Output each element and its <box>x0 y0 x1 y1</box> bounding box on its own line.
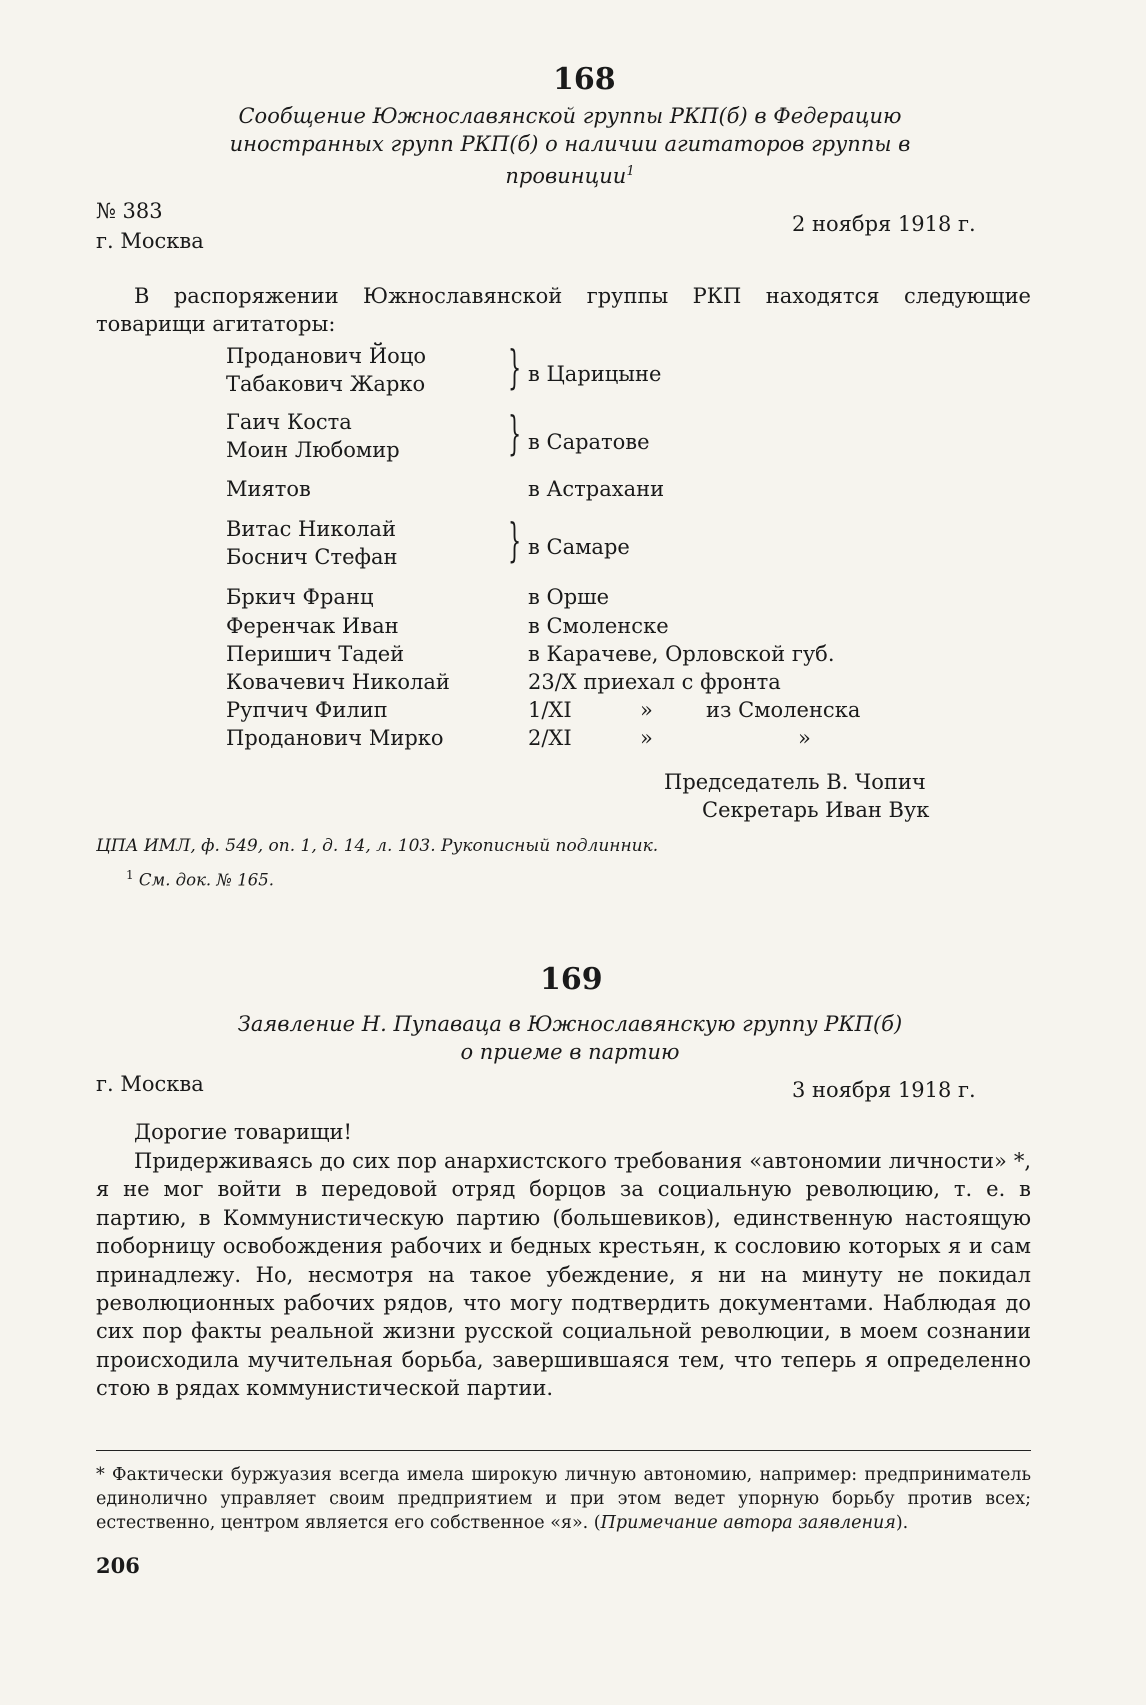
doc-168-footnote-mark: 1 <box>126 868 134 882</box>
agitator-name: Миятов <box>226 477 311 501</box>
agitator-location: 1/XI <box>528 698 572 722</box>
agitator-location: в Царицыне <box>528 362 662 386</box>
doc-169-greeting: Дорогие товарищи! <box>134 1120 352 1144</box>
ditto-mark: » <box>798 726 811 750</box>
agitator-location: в Самаре <box>528 535 630 559</box>
brace-icon: } <box>508 406 522 460</box>
ditto-mark: » <box>640 726 653 750</box>
doc-168-number: 168 <box>553 62 616 97</box>
agitator-location: в Карачеве, Орловской губ. <box>528 642 835 666</box>
doc-168-source: ЦПА ИМЛ, ф. 549, оп. 1, д. 14, л. 103. Рукописный подлинник. <box>96 836 659 856</box>
doc-168-secretary: Секретарь Иван Вук <box>702 798 930 822</box>
doc-169-footnote-italic: Примечание автора заявления <box>600 1513 896 1533</box>
agitator-name: Ковачевич Николай <box>226 670 450 694</box>
doc-168-intro <box>96 282 1031 339</box>
agitator-location: в Смоленске <box>528 614 669 638</box>
agitator-name: Проданович Мирко <box>226 726 444 750</box>
agitator-location: в Астрахани <box>528 477 665 501</box>
agitator-name: Ференчак Иван <box>226 614 399 638</box>
doc-169-title-line1: Заявление Н. Пупаваца в Южнославянскую группу РКП(б) <box>237 1012 903 1036</box>
doc-168-title-text: Сообщение Южнославянской группы РКП(б) в Федерацию иностранных групп РКП(б) о наличии агитаторов группы в провинции <box>229 104 911 188</box>
agitator-name: Боснич Стефан <box>226 545 398 569</box>
doc-169-date: 3 ноября 1918 г. <box>792 1078 976 1102</box>
doc-169-place: г. Москва <box>96 1072 204 1096</box>
doc-168-footnote-text: См. док. № 165. <box>138 870 275 890</box>
doc-169-footnote <box>96 1463 1031 1535</box>
brace-icon: } <box>508 513 522 567</box>
agitator-location: в Саратове <box>528 430 650 454</box>
agitator-from: из Смоленска <box>706 698 861 722</box>
doc-168-date: 2 ноября 1918 г. <box>792 212 976 236</box>
agitator-location: в Орше <box>528 585 610 609</box>
doc-169-number: 169 <box>540 962 603 997</box>
page-number: 206 <box>96 1553 140 1578</box>
agitator-name: Бркич Франц <box>226 585 374 609</box>
doc-169-body-text: Придерживаясь до сих пор анархистского требования «автономии личности» *, я не мог войти в передовой отряд борцов за социальную революцию, т. е. в партию, в Коммунистическую партию (большевиков), единственную настоящую поборницу освобождения рабочих и бедных крестьян, к сословию которых я и сам принадлежу. Но, несмотря на такое убеждение, я ни на минуту не покидал революционных рабочих рядов, что могу подтвердить документами. Наблюдая до сих пор факты реальной жизни русской социальной революции, в моем сознании происходила мучительная борьба, завершившаяся тем, что теперь я определенно стою в рядах коммунистической партии. <box>96 1149 1031 1401</box>
agitator-name: Витас Николай <box>226 517 396 541</box>
doc-168-place: г. Москва <box>96 229 204 253</box>
doc-168-intro-text: В распоряжении Южнославянской группы РКП находятся следующие товарищи агитаторы: <box>96 284 1031 337</box>
doc-168-footnote <box>126 868 274 890</box>
agitator-name: Перишич Тадей <box>226 642 405 666</box>
agitator-location: 23/X приехал с фронта <box>528 670 781 694</box>
doc-168-title <box>170 102 970 190</box>
agitator-name: Рупчич Филип <box>226 698 388 722</box>
brace-icon: } <box>508 340 522 394</box>
doc-169-footnote-text: * Фактически буржуазия всегда имела широкую личную автономию, например: предприниматель единолично управляет своим предприятием и при этом ведет упорную борьбу против всех; естественно, центром является его собственное «я». ( <box>96 1465 1031 1533</box>
doc-168-reg-number: № 383 <box>96 199 163 223</box>
agitator-name: Табакович Жарко <box>226 372 426 396</box>
doc-169-title-line2: о приеме в партию <box>460 1040 680 1064</box>
doc-168-title-note: 1 <box>626 164 635 179</box>
ditto-mark: » <box>640 698 653 722</box>
agitator-name: Проданович Йоцо <box>226 344 426 368</box>
doc-169-body <box>96 1147 1031 1403</box>
doc-169-footnote-end: ). <box>895 1513 909 1533</box>
agitator-name: Гаич Коста <box>226 410 352 434</box>
footnote-divider <box>96 1450 1031 1451</box>
doc-168-chairman: Председатель В. Чопич <box>664 770 926 794</box>
agitator-name: Моин Любомир <box>226 438 400 462</box>
agitator-location: 2/XI <box>528 726 572 750</box>
